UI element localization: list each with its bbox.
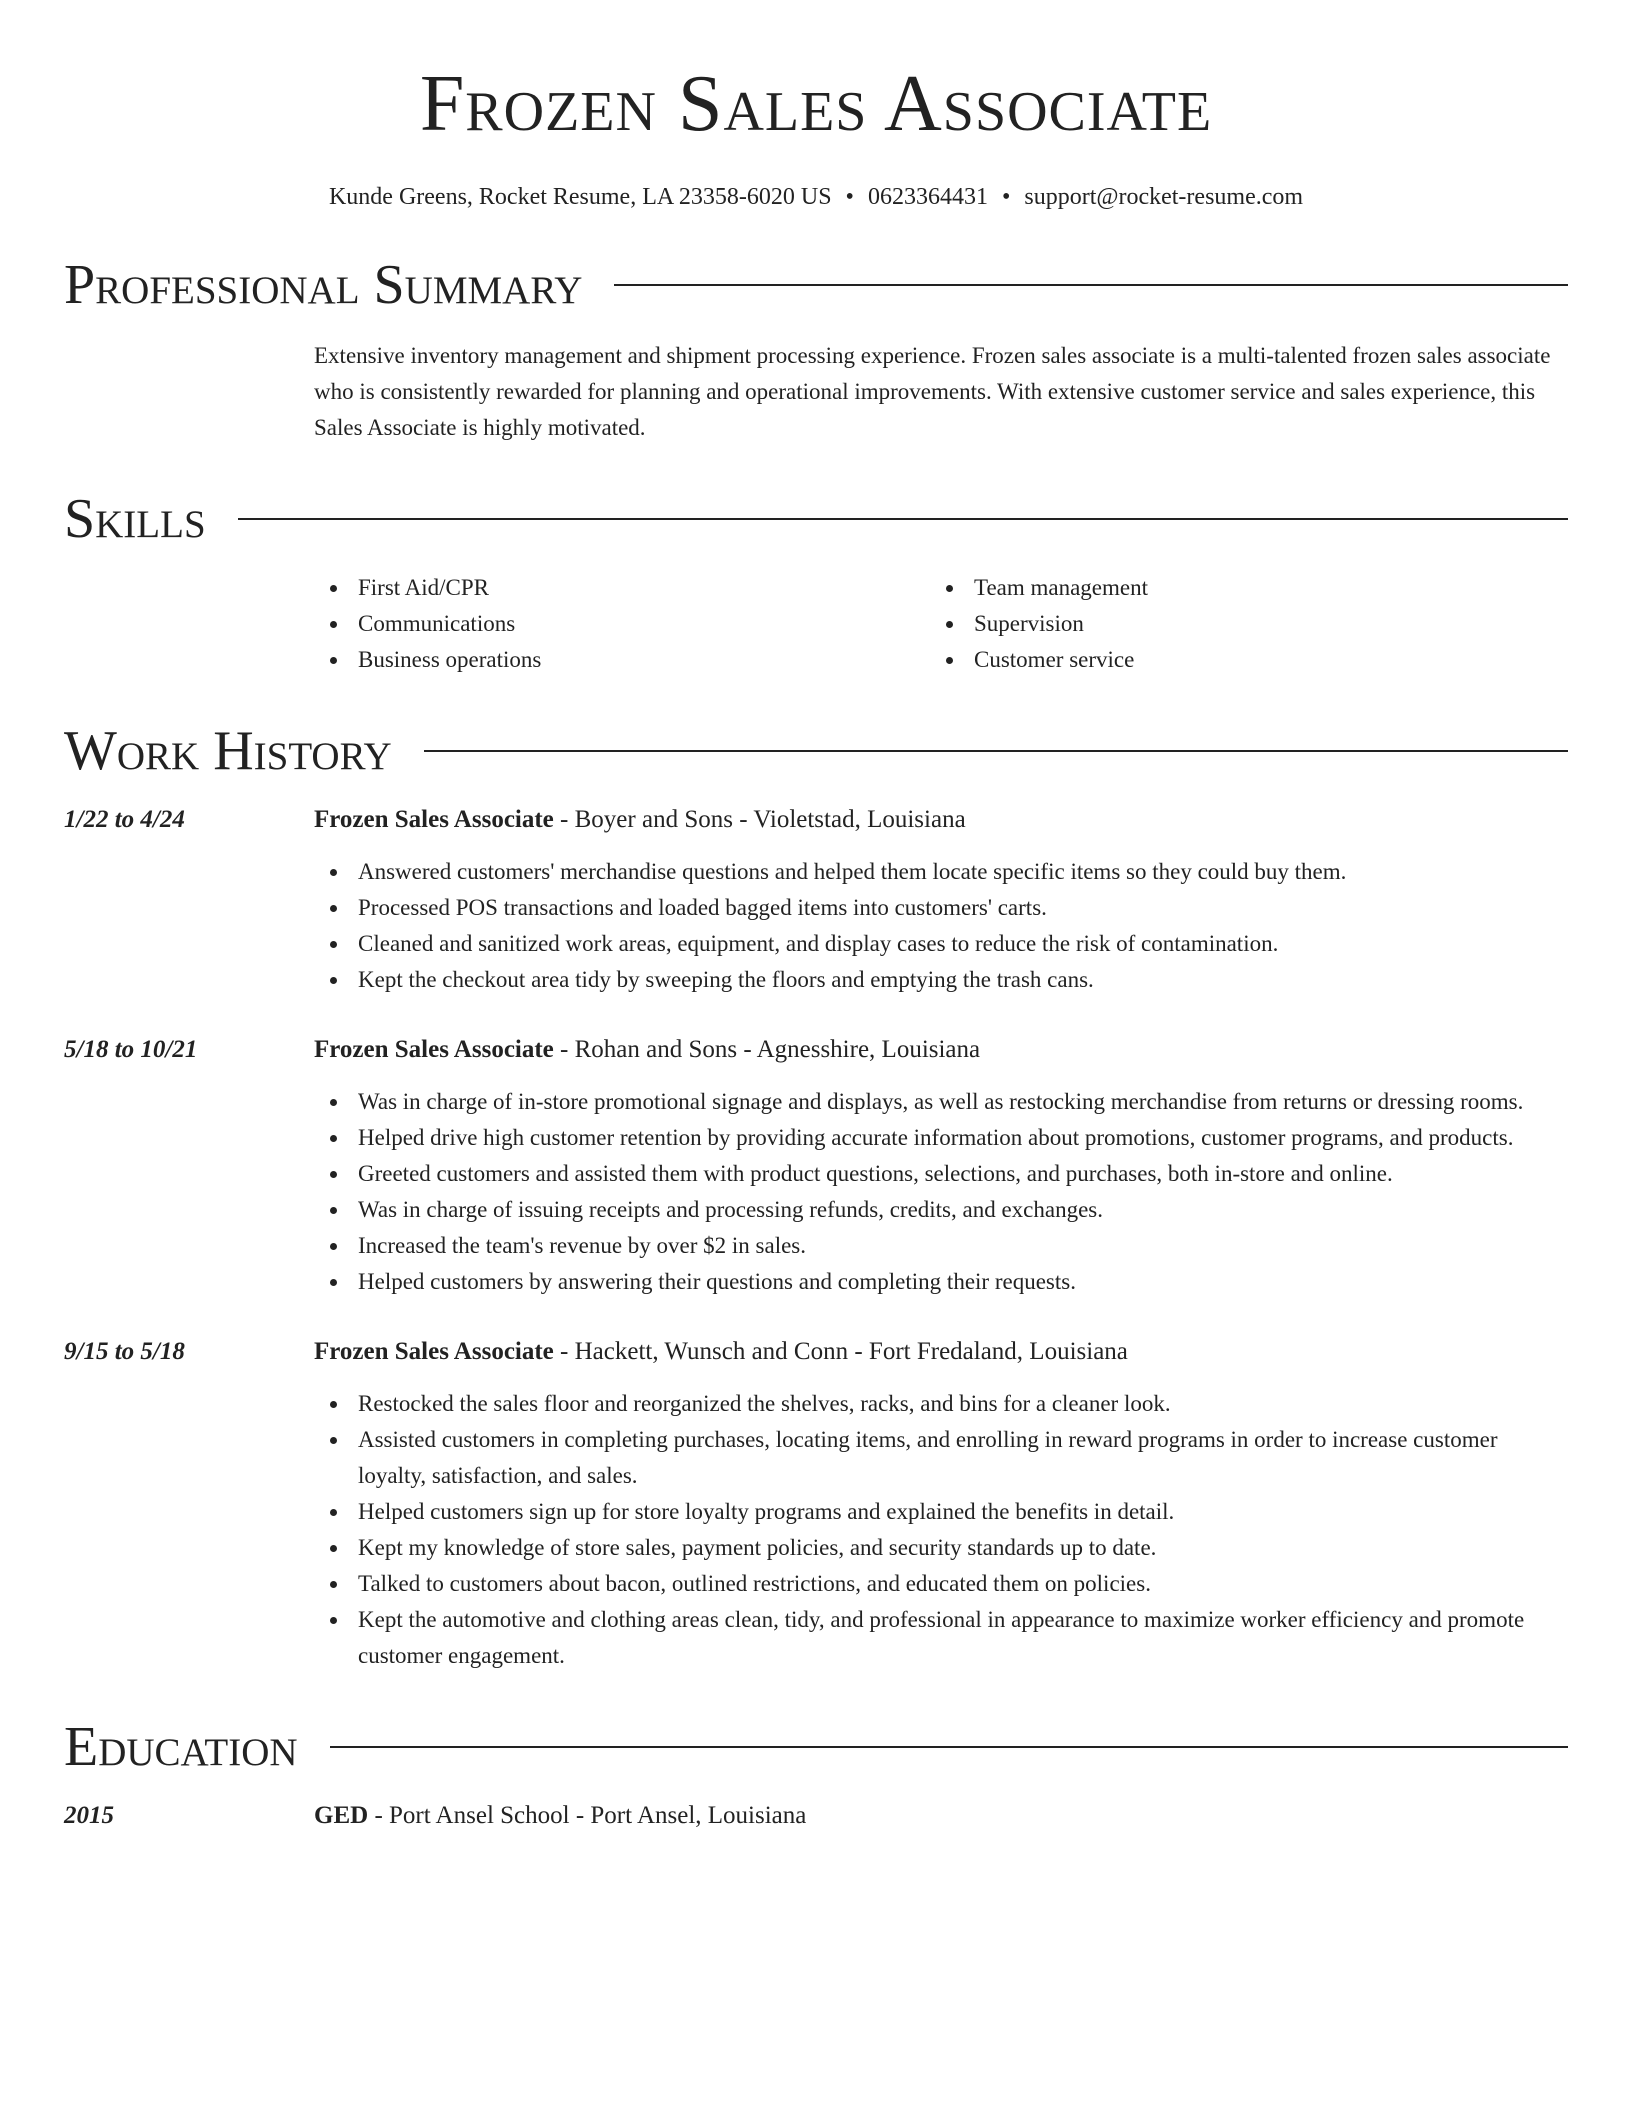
job-info <box>314 802 966 838</box>
skill-item: First Aid/CPR <box>314 570 930 606</box>
skill-item: Supervision <box>930 606 1546 642</box>
section-divider <box>238 518 1568 520</box>
skills-column-left <box>314 570 930 678</box>
job-header <box>64 1334 1568 1370</box>
job-dates: 9/15 to 5/18 <box>64 1338 185 1365</box>
job-entry <box>64 1334 1568 1674</box>
contact-phone: 0623364431 <box>867 184 988 210</box>
section-divider <box>330 1746 1568 1748</box>
contact-email: support@rocket-resume.com <box>1024 184 1304 210</box>
education-heading: Education <box>64 1716 298 1778</box>
work-section-header <box>64 720 1568 782</box>
job-details: - Boyer and Sons - Violetstad, Louisiana <box>553 806 966 833</box>
job-bullet: Kept the automotive and clothing areas clean, tidy, and professional in appearance to maximize worker efficiency and promote customer engagement. <box>314 1602 1568 1674</box>
job-info <box>314 1032 980 1068</box>
job-bullet: Restocked the sales floor and reorganized the shelves, racks, and bins for a cleaner look. <box>314 1386 1568 1422</box>
education-section-header <box>64 1716 1568 1778</box>
job-entry <box>64 1032 1568 1300</box>
resume-title: Frozen Sales Associate <box>419 60 1213 148</box>
job-entry <box>64 802 1568 998</box>
contact-line <box>64 182 1568 212</box>
skills-heading: Skills <box>64 488 206 550</box>
job-bullets <box>314 854 1568 998</box>
summary-text: Extensive inventory management and shipment processing experience. Frozen sales associate is a multi-talented frozen sales associate who is consistently rewarded for planning and operational improvements. With extensive customer service and sales experience, this Sales Associate is highly motivated. <box>314 343 1551 440</box>
job-bullet: Was in charge of issuing receipts and processing refunds, credits, and exchanges. <box>314 1192 1568 1228</box>
section-divider <box>424 750 1568 752</box>
job-header <box>64 1032 1568 1068</box>
job-bullets <box>314 1386 1568 1674</box>
job-bullet: Helped customers by answering their questions and completing their requests. <box>314 1264 1568 1300</box>
job-bullet: Answered customers' merchandise questions and helped them locate specific items so they could buy them. <box>314 854 1568 890</box>
job-details: - Rohan and Sons - Agnesshire, Louisiana <box>553 1036 981 1063</box>
job-bullet: Greeted customers and assisted them with product questions, selections, and purchases, both in-store and online. <box>314 1156 1568 1192</box>
work-heading: Work History <box>64 720 392 782</box>
skill-item: Customer service <box>930 642 1546 678</box>
skill-item: Business operations <box>314 642 930 678</box>
section-divider <box>614 284 1568 286</box>
job-bullets <box>314 1084 1568 1300</box>
job-dates: 5/18 to 10/21 <box>64 1036 198 1063</box>
skills-column-right <box>930 570 1546 678</box>
job-bullet: Increased the team's revenue by over $2 in sales. <box>314 1228 1568 1264</box>
education-details: - Port Ansel School - Port Ansel, Louisiana <box>368 1802 807 1829</box>
summary-section-header <box>64 254 1568 316</box>
job-details: - Hackett, Wunsch and Conn - Fort Fredaland, Louisiana <box>553 1338 1128 1365</box>
summary-heading: Professional Summary <box>64 254 583 316</box>
job-bullet: Helped drive high customer retention by providing accurate information about promotions, customer programs, and products. <box>314 1120 1568 1156</box>
skill-item: Communications <box>314 606 930 642</box>
job-bullet: Cleaned and sanitized work areas, equipment, and display cases to reduce the risk of contamination. <box>314 926 1568 962</box>
job-bullet: Assisted customers in completing purchases, locating items, and enrolling in reward programs in order to increase customer loyalty, satisfaction, and sales. <box>314 1422 1568 1494</box>
education-dates: 2015 <box>64 1802 114 1829</box>
contact-address: Kunde Greens, Rocket Resume, LA 23358-6020 US <box>328 184 832 210</box>
education-header <box>64 1798 1568 1834</box>
job-bullet: Helped customers sign up for store loyalty programs and explained the benefits in detail. <box>314 1494 1568 1530</box>
job-bullet: Talked to customers about bacon, outlined restrictions, and educated them on policies. <box>314 1566 1568 1602</box>
contact-separator: • <box>845 184 854 210</box>
contact-separator: • <box>1001 184 1011 210</box>
job-bullet: Kept the checkout area tidy by sweeping the floors and emptying the trash cans. <box>314 962 1568 998</box>
job-dates: 1/22 to 4/24 <box>64 806 185 833</box>
job-bullet: Processed POS transactions and loaded bagged items into customers' carts. <box>314 890 1568 926</box>
skill-item: Team management <box>930 570 1546 606</box>
job-bullet: Kept my knowledge of store sales, payment policies, and security standards up to date. <box>314 1530 1568 1566</box>
skills-list <box>314 570 1568 678</box>
job-header <box>64 802 1568 838</box>
job-bullet: Was in charge of in-store promotional signage and displays, as well as restocking merchandise from returns or dressing rooms. <box>314 1084 1568 1120</box>
education-degree: GED <box>314 1802 369 1829</box>
job-title: Frozen Sales Associate <box>314 1036 554 1063</box>
job-title: Frozen Sales Associate <box>314 806 554 833</box>
job-title: Frozen Sales Associate <box>314 1338 554 1365</box>
job-info <box>314 1334 1128 1370</box>
education-entry <box>64 1798 1568 1834</box>
skills-section-header <box>64 488 1568 550</box>
education-info <box>314 1798 806 1834</box>
